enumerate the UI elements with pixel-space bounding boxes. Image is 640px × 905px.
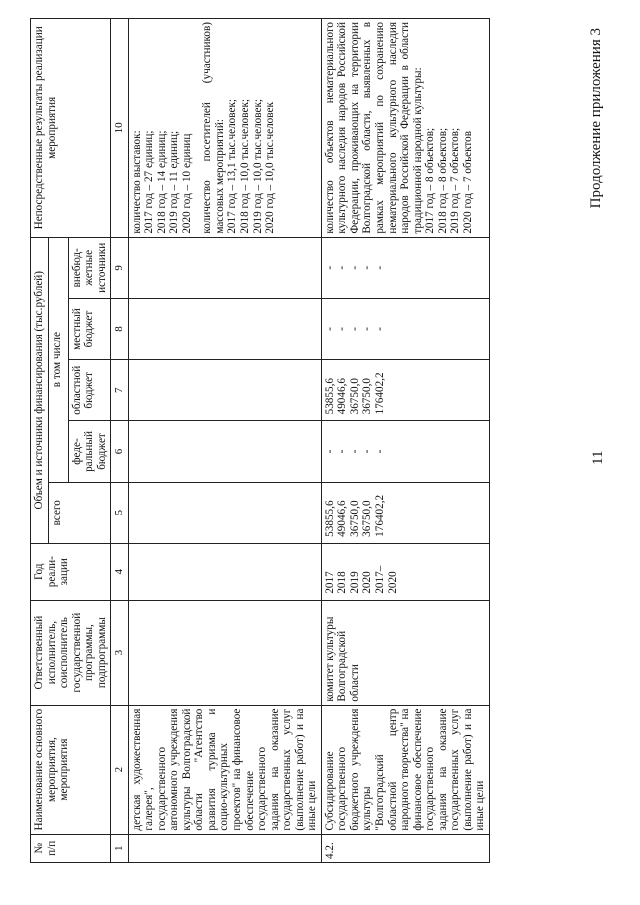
page-number: 11 xyxy=(590,450,606,465)
empty-cell xyxy=(128,237,321,298)
extra-value: - xyxy=(373,265,386,270)
measure-name: Субсидирование государственного бюджетного учреждения культуры "Волгоградский областной центр народного творчества" на финансовое обеспечение государственного задания на оказание государственных услуг (выполнение работ) и на иные цели xyxy=(321,705,489,834)
header-results: Непосредственные результаты реализации мероприятия xyxy=(31,19,111,238)
federal-value: - xyxy=(361,449,374,454)
continuation-caption: Продолжение приложения 3 xyxy=(588,28,604,209)
federal-value: - xyxy=(336,449,349,454)
results-cell xyxy=(321,19,489,238)
results-cell xyxy=(128,19,321,238)
column-number-row xyxy=(111,19,128,863)
result-line: 2020 год – 10 единиц xyxy=(180,133,193,234)
header-regional: областной бюджет xyxy=(68,360,111,421)
header-extra: внебюд-жетные источники xyxy=(68,237,111,298)
extra-value: - xyxy=(336,265,349,270)
result-line: 2019 год – 7 объектов; xyxy=(449,127,462,234)
empty-cell xyxy=(128,600,321,705)
column-number: 5 xyxy=(111,482,128,543)
responsible-executor: комитет культуры Волгоградской области xyxy=(321,600,489,705)
empty-cell xyxy=(128,298,321,359)
regional-value: 36750,0 xyxy=(348,378,361,415)
header-responsible: Ответственный исполнитель, соисполнитель государственной программы, подпрограммы xyxy=(31,600,111,705)
regional-value: 53855,6 xyxy=(323,378,336,415)
column-number: 10 xyxy=(111,19,128,238)
empty-cell xyxy=(128,360,321,421)
year-value: 2017–2020 xyxy=(373,565,399,594)
local-value: - xyxy=(373,327,386,331)
regional-value: 49046,6 xyxy=(336,378,349,415)
result-line: количество выставок: xyxy=(130,130,143,234)
year-value: 2020 xyxy=(361,571,374,594)
extra-value: - xyxy=(361,265,374,270)
total-value: 36750,0 xyxy=(361,500,374,537)
local-value: - xyxy=(348,327,361,331)
header-year: Год реали-зации xyxy=(31,543,111,600)
result-line: 2017 год – 8 объектов; xyxy=(424,127,437,234)
result-line: 2020 год – 10,0 тыс.человек xyxy=(264,102,277,234)
header-num: № п/п xyxy=(31,834,111,862)
local-cell xyxy=(321,298,489,359)
table-row xyxy=(128,19,321,863)
regional-value: 36750,0 xyxy=(361,378,374,415)
column-number: 3 xyxy=(111,600,128,705)
year-value: 2019 xyxy=(348,571,361,594)
header-incl: в том числе xyxy=(48,237,68,482)
result-line: количество объектов нематериального культурного наследия народов Российской Федерации, проживающих на территории Волгоградской области, выявленных в рамках мероприятий по сохранению нематериального культурного наследия народов Российской Федерации в области традиционной народной культуры: xyxy=(323,22,424,234)
local-value: - xyxy=(361,327,374,331)
empty-cell xyxy=(128,482,321,543)
extra-value: - xyxy=(348,265,361,270)
local-value: - xyxy=(336,327,349,331)
column-number: 2 xyxy=(111,705,128,834)
table-row xyxy=(321,19,489,863)
header-total: всего xyxy=(48,482,111,543)
year-value: 2017 xyxy=(323,571,336,594)
regional-cell xyxy=(321,360,489,421)
total-value: 176402,2 xyxy=(373,494,386,537)
extra-cell xyxy=(321,237,489,298)
column-number: 1 xyxy=(111,834,128,862)
result-line: 2019 год – 10,0 тыс.человек; xyxy=(251,99,264,234)
column-number: 9 xyxy=(111,237,128,298)
row-number: 4.2. xyxy=(321,834,489,862)
result-line: 2018 год – 14 единиц; xyxy=(155,130,168,234)
regional-value: 176402,2 xyxy=(373,372,386,415)
federal-value: - xyxy=(348,449,361,454)
row-number xyxy=(128,834,321,862)
extra-value: - xyxy=(323,265,336,270)
result-line: 2017 год – 27 единиц; xyxy=(143,130,156,234)
empty-cell xyxy=(128,421,321,482)
result-line: количество посетителей (участников) массовых мероприятий: xyxy=(201,22,226,234)
year-value: 2018 xyxy=(336,571,349,594)
column-number: 7 xyxy=(111,360,128,421)
total-value: 53855,6 xyxy=(323,500,336,537)
column-number: 8 xyxy=(111,298,128,359)
column-number: 6 xyxy=(111,421,128,482)
header-name: Наименование основного мероприятия, мероприятия xyxy=(31,705,111,834)
total-value: 49046,6 xyxy=(336,500,349,537)
result-line: 2017 год – 13,1 тыс.человек; xyxy=(226,99,239,234)
column-number: 4 xyxy=(111,543,128,600)
header-federal: феде-ральный бюджет xyxy=(68,421,111,482)
measure-name: детская художественная галерея", государственного автономного учреждения культуры Волгоградской области "Агентство развития туризма и социо-культурных проектов" на финансовое обеспечение государственного задания на оказание государственных услуг (выполнение работ) и на иные цели xyxy=(128,705,321,834)
header-funding: Объем и источники финансирования (тыс.рублей) xyxy=(31,237,49,543)
result-line: 2018 год – 10,0 тыс.человек; xyxy=(238,99,251,234)
years-cell xyxy=(321,543,489,600)
result-line: 2019 год – 11 единиц; xyxy=(168,130,181,234)
financing-table xyxy=(30,18,490,863)
federal-value: - xyxy=(323,449,336,454)
federal-cell xyxy=(321,421,489,482)
local-value: - xyxy=(323,327,336,331)
header-local: местный бюджет xyxy=(68,298,111,359)
result-line: 2018 год – 8 объектов; xyxy=(436,127,449,234)
empty-cell xyxy=(128,543,321,600)
total-cell xyxy=(321,482,489,543)
total-value: 36750,0 xyxy=(348,500,361,537)
result-line: 2020 год – 7 объектов xyxy=(461,130,474,234)
federal-value: - xyxy=(373,449,386,454)
